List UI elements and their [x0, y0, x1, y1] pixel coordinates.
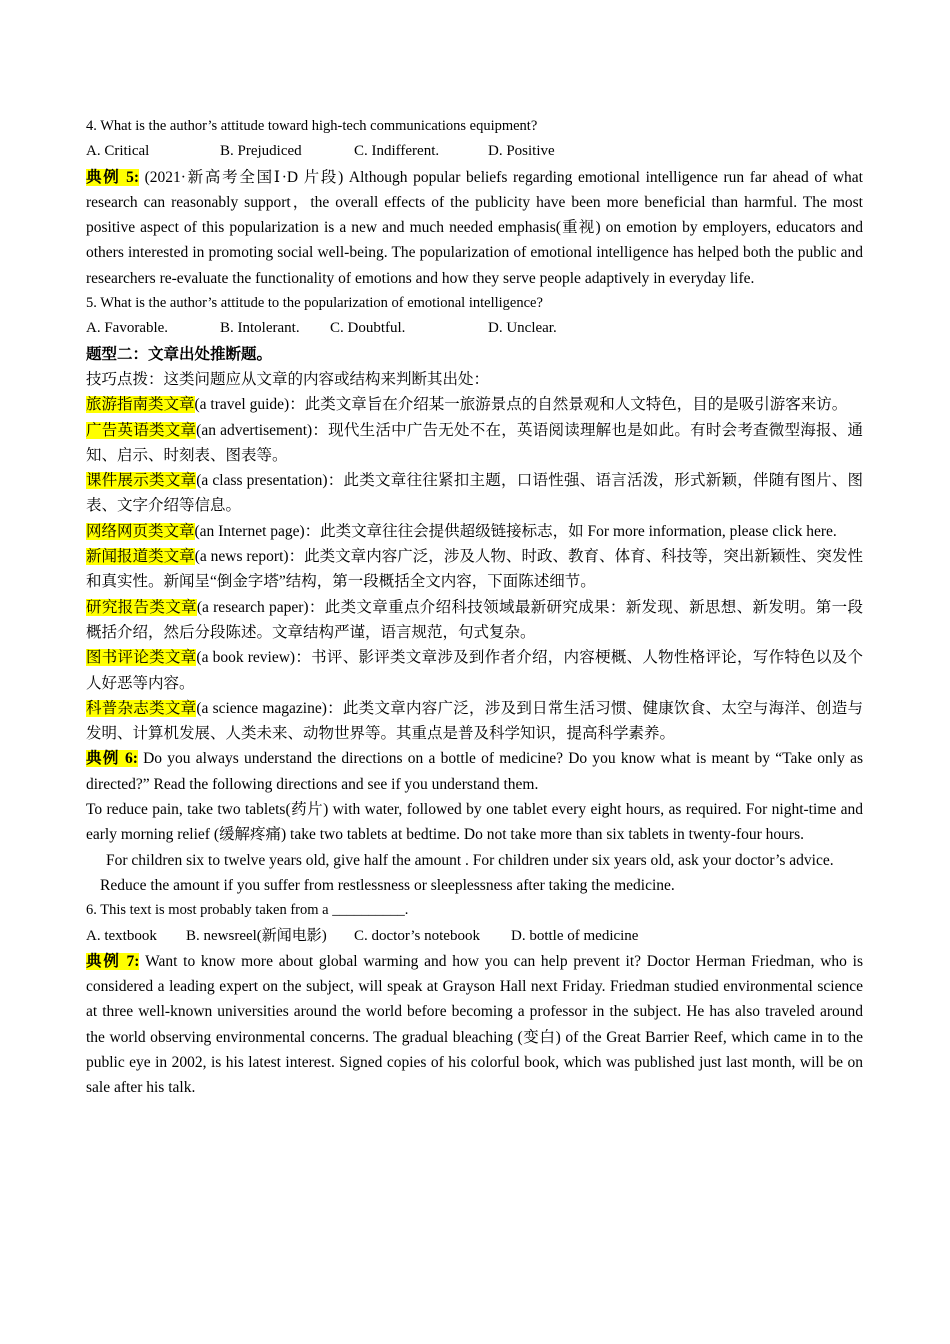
example-text: Do you always understand the directions on a bottle of medicine? Do you know what is meant by “Take only as directed?” Read the following directions and see if you understand them. [86, 750, 863, 793]
type-label: 研究报告类文章 [86, 598, 197, 616]
question-6: 6. This text is most probably taken from a __________. [86, 902, 409, 919]
question-5: 5. What is the author’s attitude to the popularization of emotional intelligence? [86, 295, 543, 312]
option: B. Intolerant. [220, 320, 300, 337]
option: A. Favorable. [86, 320, 169, 337]
example-text: (2021·新高考全国Ⅰ·D 片段) Although popular beliefs regarding emotional intelligence run far ahead of what research can reasonably support，the overall effects of the publicity have been more beneficial than harmful. The most positive aspect of this popularization is a new and much needed emphasis(重视) on emotion by employers, educators and others interested in promoting social well-being. The popularization of emotional intelligence has helped both the public and researchers re-evaluate the functionality of emotions and how they serve people adaptively in everyday life. [86, 168, 863, 287]
example-7 [86, 949, 863, 1101]
example-6-paragraph-1: To reduce pain, take two tablets(药片) with water, followed by one tablet every eight hours, as required. For night-time and early morning relief (缓解疼痛) take two tablets at bedtime. Do not take more than six tablets in twenty-four hours. [86, 801, 863, 844]
type-label: 图书评论类文章 [86, 649, 197, 667]
type-science-magazine [86, 696, 863, 747]
example-5 [86, 165, 863, 291]
type-text: (a class presentation)：此类文章往往紧扣主题，口语性强、语言活泼，形式新颖，伴随有图片、图表、文字介绍等信息。 [86, 472, 863, 515]
type-text: (a travel guide)：此类文章旨在介绍某一旅游景点的自然景观和人文特色，目的是吸引游客来访。 [194, 396, 848, 414]
section-heading: 题型二：文章出处推断题。 [86, 345, 273, 363]
type-text: (a book review)：书评、影评类文章涉及到作者介绍，内容梗概、人物性格评论，写作特色以及个人好恶等内容。 [86, 649, 863, 692]
question-6-options [86, 924, 863, 949]
example-6-paragraph-3: Reduce the amount if you suffer from restlessness or sleeplessness after taking the medicine. [100, 876, 675, 894]
type-advertisement [86, 418, 863, 469]
type-class-presentation [86, 468, 863, 519]
option: A. textbook [86, 927, 157, 944]
type-text: (a research paper)：此类文章重点介绍科技领域最新研究成果：新发现、新思想、新发明。第一段概括介绍，然后分段陈述。文章结构严谨，语言规范，句式复杂。 [86, 598, 863, 641]
type-label: 网络网页类文章 [86, 522, 195, 540]
example-label: 典例 5: [86, 168, 139, 186]
question-4-options [86, 139, 863, 164]
type-label: 新闻报道类文章 [86, 548, 195, 566]
type-text: (an advertisement)：现代生活中广告无处不在，英语阅读理解也是如此。有时会考查微型海报、通知、启示、时刻表、图表等。 [86, 421, 863, 464]
option: D. Positive [488, 143, 555, 160]
type-label: 广告英语类文章 [86, 421, 197, 439]
option: A. Critical [86, 143, 150, 160]
option: C. Doubtful. [330, 320, 406, 337]
option: C. Indifferent. [354, 143, 440, 160]
type-label: 旅游指南类文章 [86, 396, 195, 414]
tip-line: 技巧点拨：这类问题应从文章的内容或结构来判断其出处： [86, 370, 490, 388]
example-6 [86, 746, 863, 797]
option: D. bottle of medicine [511, 927, 639, 944]
example-6-paragraph-2: For children six to twelve years old, give half the amount . For children under six years old, ask your doctor’s advice. [106, 851, 834, 869]
type-research-paper [86, 595, 863, 646]
option: B. Prejudiced [220, 143, 302, 160]
type-travel-guide [86, 392, 863, 417]
type-text: (an Internet page)：此类文章往往会提供超级链接标志，如 For more information, please click here. [194, 522, 837, 540]
option: C. doctor’s notebook [354, 927, 480, 944]
example-label: 典例 6: [86, 750, 138, 768]
type-internet-page [86, 519, 863, 544]
type-text: (a science magazine)：此类文章内容广泛，涉及到日常生活习惯、健康饮食、太空与海洋、创造与发明、计算机发展、人类未来、动物世界等。其重点是普及科学知识，提高科学素养。 [86, 699, 863, 743]
type-label: 科普杂志类文章 [86, 699, 197, 717]
example-label: 典例 7: [86, 952, 140, 970]
question-4: 4. What is the author’s attitude toward high-tech communications equipment? [86, 118, 538, 134]
document-page [86, 114, 863, 1101]
type-book-review [86, 645, 863, 696]
type-news-report [86, 544, 863, 595]
example-text: Want to know more about global warming and how you can help prevent it? Doctor Herman Friedman, who is considered a leading expert on the subject, will speak at Grayson Hall next Friday. Friedman studied environmental science at three well-known universities around the world before becoming a professor in the subject. He has also traveled around the world observing environmental concerns. The gradual bleaching (变白) of the Great Barrier Reef, which came in to the public eye in 2002, is his latest interest. Signed copies of his colorful book, which was published just last month, will be on sale after his talk. [86, 952, 863, 1097]
option: D. Unclear. [488, 320, 557, 337]
option: B. newsreel(新闻电影) [186, 927, 327, 944]
type-text: (a news report)：此类文章内容广泛，涉及人物、时政、教育、体育、科技等，突出新颖性、突发性和真实性。新闻呈“倒金字塔”结构，第一段概括全文内容，下面陈述细节。 [86, 548, 863, 591]
question-5-options [86, 316, 863, 341]
type-label: 课件展示类文章 [86, 472, 197, 490]
